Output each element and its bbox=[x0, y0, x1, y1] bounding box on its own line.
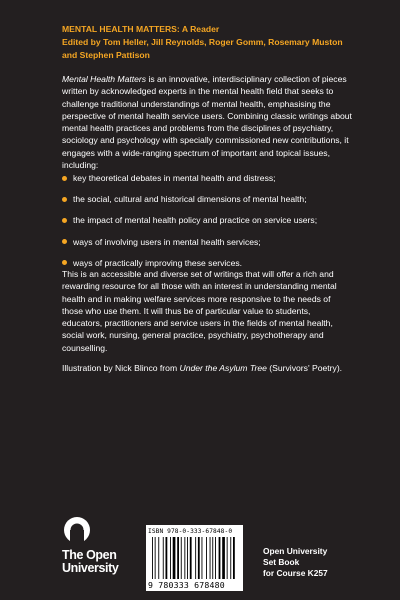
logo-line-2: University bbox=[62, 560, 119, 575]
logo-wordmark bbox=[62, 549, 118, 574]
bullet-dot-icon bbox=[62, 239, 67, 244]
topic-list bbox=[62, 172, 362, 278]
list-item bbox=[62, 236, 362, 257]
book-title: MENTAL HEALTH MATTERS: A Reader bbox=[62, 24, 220, 34]
bullet-dot-icon bbox=[62, 260, 67, 265]
course-line-2: Set Book bbox=[263, 557, 300, 568]
isbn-label: ISBN 978-0-333-67848-0 bbox=[148, 528, 233, 535]
ean-number: 9 780333 678480 bbox=[148, 580, 225, 590]
credit-work-title: Under the Asylum Tree bbox=[179, 363, 267, 373]
credit-prefix: Illustration by Nick Blinco from bbox=[62, 363, 180, 373]
course-line-3: for Course K257 bbox=[263, 568, 328, 579]
book-header bbox=[62, 23, 362, 62]
intro-book-title: Mental Health Matters bbox=[62, 74, 147, 84]
barcode-bars-icon bbox=[152, 537, 238, 579]
intro-text: is an innovative, interdisciplinary collection of pieces written by acknowledged experts in the mental health field that seeks to challenge traditional understandings of mental health, emphasising the perspective of mental health service users. Combining classic writings about mental health practices and problems from the disciplines of psychiatry, sociology and psychology with specially commissioned new contributions, it engages with a wide-ranging spectrum of important and topical issues, including: bbox=[62, 74, 352, 171]
credit-suffix: (Survivors' Poetry). bbox=[266, 363, 343, 373]
logo-line-1: The Open bbox=[62, 548, 117, 562]
list-item-text: the impact of mental health policy and practice on service users; bbox=[73, 215, 318, 226]
bullet-dot-icon bbox=[62, 176, 67, 181]
list-item bbox=[62, 172, 362, 193]
course-info bbox=[263, 546, 343, 580]
bullet-dot-icon bbox=[62, 218, 67, 223]
list-item-text: ways of involving users in mental health services; bbox=[73, 236, 261, 247]
list-item-text: ways of practically improving these services. bbox=[73, 257, 243, 268]
editors-line-2: and Stephen Pattison bbox=[62, 50, 150, 60]
editors-line-1: Edited by Tom Heller, Jill Reynolds, Roger Gomm, Rosemary Muston bbox=[62, 37, 343, 47]
course-line-1: Open University bbox=[263, 546, 328, 556]
list-item-text: key theoretical debates in mental health and distress; bbox=[73, 173, 276, 183]
list-item bbox=[62, 214, 362, 235]
closing-paragraph: This is an accessible and diverse set of writings that will offer a rich and rewarding resource for all those with an interest in understanding mental health and in making welfare services more responsive to the needs of those who use them. It will thus be of particular value to students, educators, practitioners and service users in the fields of mental health, social work, nursing, general practice, psychiatry, psychotherapy and counselling. bbox=[62, 269, 337, 353]
barcode bbox=[146, 525, 243, 591]
bullet-dot-icon bbox=[62, 197, 67, 202]
illustration-credit bbox=[62, 362, 352, 374]
list-item bbox=[62, 193, 362, 214]
intro-paragraph bbox=[62, 73, 352, 171]
list-item-text: the social, cultural and historical dimensions of mental health; bbox=[73, 194, 307, 205]
